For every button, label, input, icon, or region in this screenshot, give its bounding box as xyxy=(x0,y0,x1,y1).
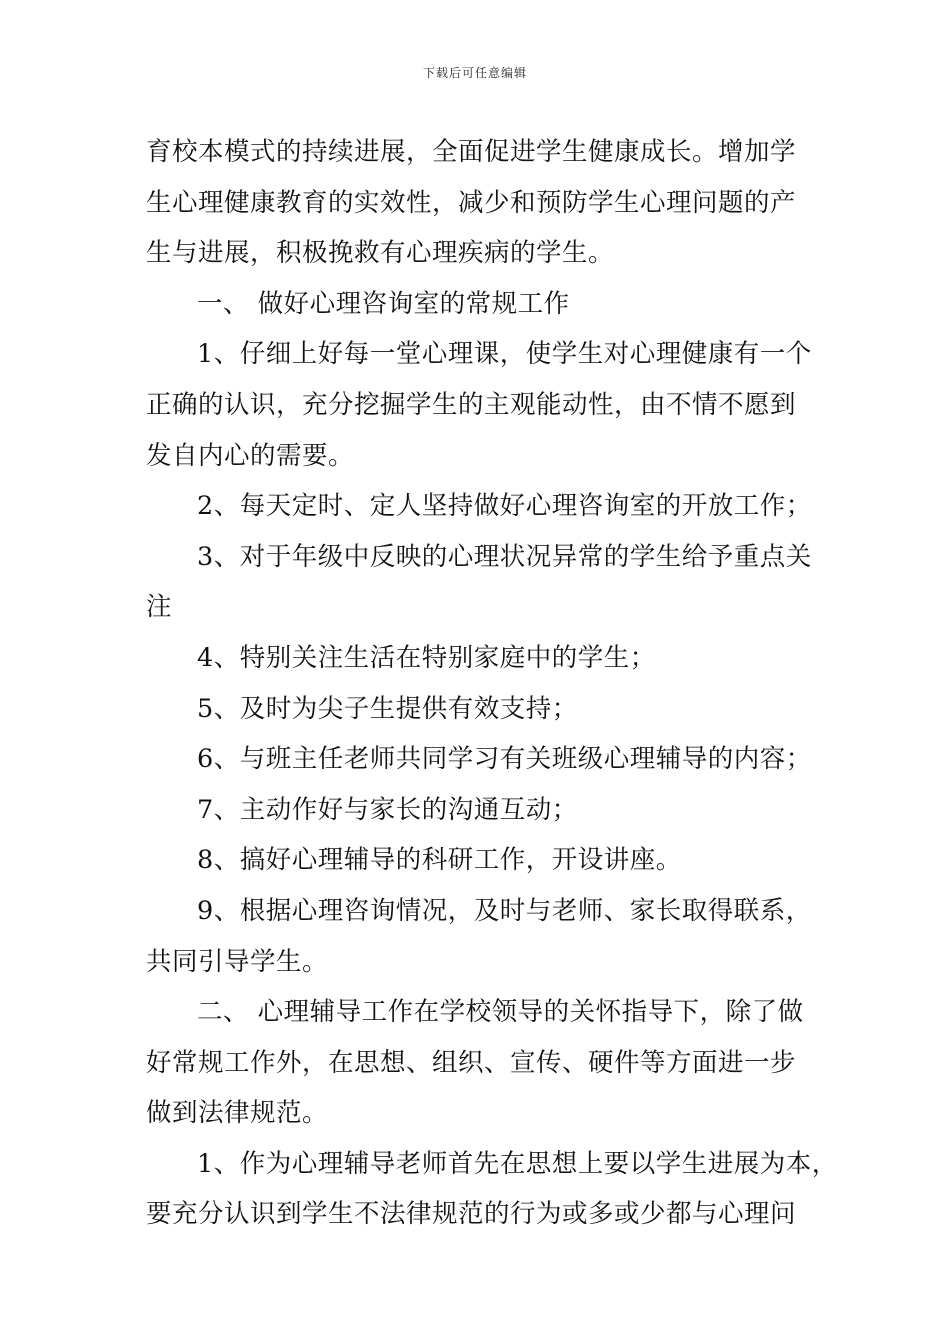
list-item: 7、主动作好与家长的沟通互动； xyxy=(197,794,578,825)
list-item: 2、每天定时、定人坚持做好心理咨询室的开放工作； xyxy=(197,491,812,522)
text-line: 正确的认识，充分挖掘学生的主观能动性，由不情不愿到 xyxy=(146,389,797,420)
list-item: 4、特别关注生活在特别家庭中的学生； xyxy=(197,642,656,673)
list-item: 1、作为心理辅导老师首先在思想上要以学生进展为本， xyxy=(197,1148,838,1179)
list-item: 9、根据心理咨询情况，及时与老师、家长取得联系， xyxy=(197,895,812,926)
text-line: 要充分认识到学生不法律规范的行为或多或少都与心理问 xyxy=(146,1199,797,1230)
text-line: 注 xyxy=(146,592,173,623)
text-line: 生心理健康教育的实效性，减少和预防学生心理问题的产 xyxy=(146,187,797,218)
text-line: 做到法律规范。 xyxy=(146,1098,329,1129)
document-body xyxy=(146,127,838,1240)
text-line: 发自内心的需要。 xyxy=(146,440,355,471)
text-line: 育校本模式的持续进展，全面促进学生健康成长。增加学 xyxy=(146,137,797,167)
text-line: 生与进展，积极挽救有心理疾病的学生。 xyxy=(146,238,615,269)
list-item: 3、对于年级中反映的心理状况异常的学生给予重点关 xyxy=(197,541,812,572)
section-heading: 一、 做好心理咨询室的常规工作 xyxy=(197,288,570,319)
text-line: 好常规工作外，在思想、组织、宣传、硬件等方面进一步 xyxy=(146,1047,797,1078)
list-item: 1、仔细上好每一堂心理课，使学生对心理健康有一个 xyxy=(197,339,812,370)
list-item: 5、及时为尖子生提供有效支持； xyxy=(197,693,578,724)
list-item: 6、与班主任老师共同学习有关班级心理辅导的内容； xyxy=(197,744,812,775)
section-heading: 二、 心理辅导工作在学校领导的关怀指导下，除了做 xyxy=(197,997,804,1028)
header-note: 下载后可任意编辑 xyxy=(422,66,527,80)
list-item: 8、搞好心理辅导的科研工作，开设讲座。 xyxy=(197,845,682,876)
text-line: 共同引导学生。 xyxy=(146,946,329,977)
